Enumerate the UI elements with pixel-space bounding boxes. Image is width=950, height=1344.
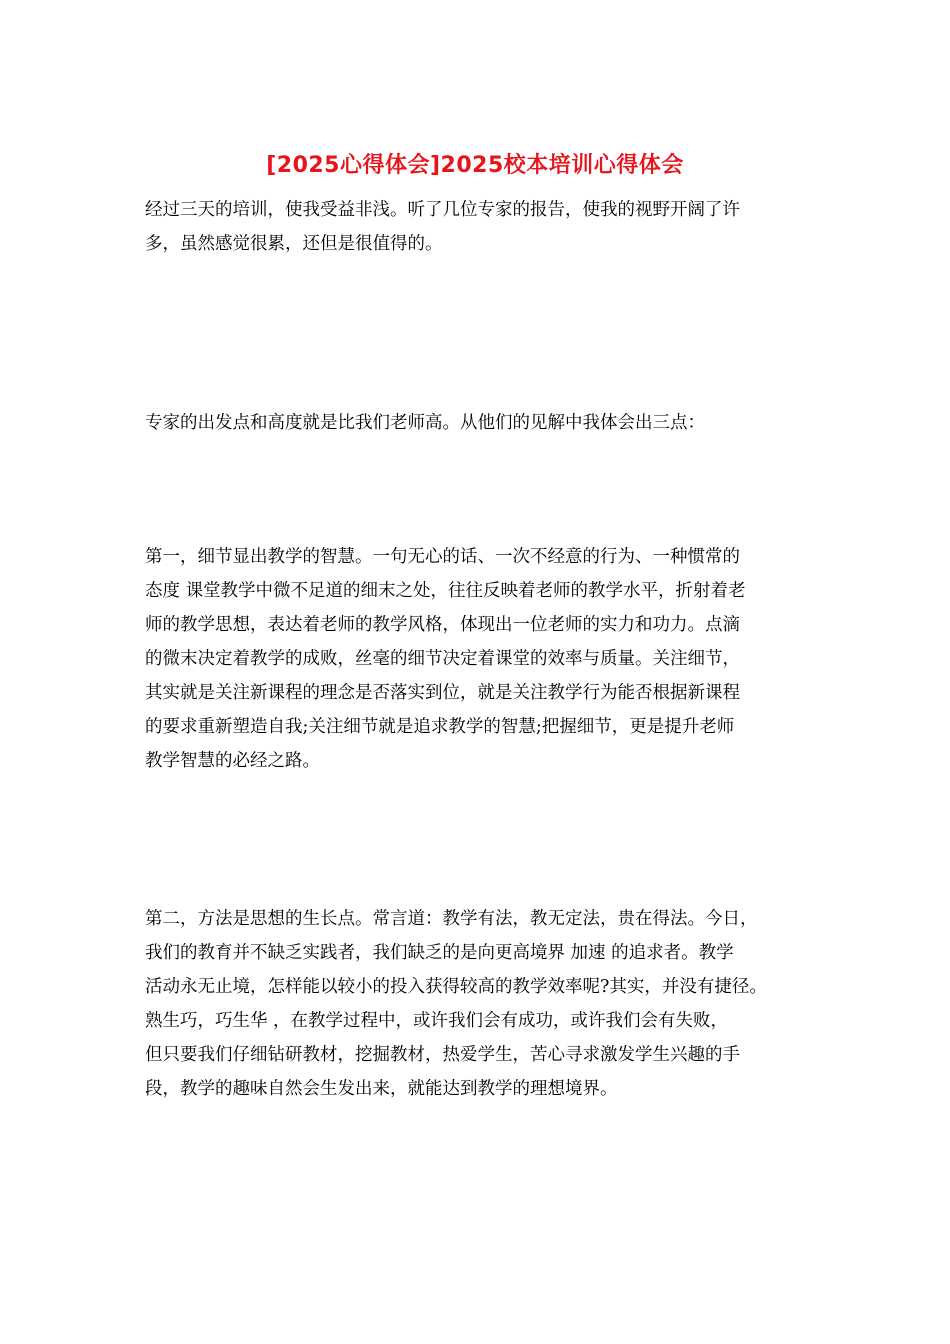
paragraph-line: 经过三天的培训，使我受益非浅。听了几位专家的报告，使我的视野开阔了许 — [145, 200, 740, 220]
paragraph-line: 段，教学的趣味自然会生发出来，就能达到教学的理想境界。 — [145, 1079, 618, 1099]
paragraph-line: 其实就是关注新课程的理念是否落实到位，就是关注教学行为能否根据新课程 — [145, 683, 740, 703]
paragraph-intro — [145, 193, 810, 261]
paragraph-summary — [145, 406, 810, 440]
paragraph-line: 活动永无止境，怎样能以较小的投入获得较高的教学效率呢?其实，并没有捷径。 — [145, 977, 767, 997]
paragraph-line: 专家的出发点和高度就是比我们老师高。从他们的见解中我体会出三点： — [145, 413, 705, 433]
paragraph-line: 我们的教育并不缺乏实践者，我们缺乏的是向更高境界 加速 的追求者。教学 — [145, 943, 734, 963]
paragraph-line: 态度 课堂教学中微不足道的细末之处，往往反映着老师的教学水平，折射着老 — [145, 581, 746, 601]
paragraph-line: 教学智慧的必经之路。 — [145, 751, 320, 771]
paragraph-line: 的微末决定着教学的成败，丝毫的细节决定着课堂的效率与质量。关注细节， — [145, 649, 740, 669]
paragraph-line: 第二，方法是思想的生长点。常言道：教学有法，教无定法，贵在得法。今日， — [145, 909, 758, 929]
paragraph-line: 第一，细节显出教学的智慧。一句无心的话、一次不经意的行为、一种惯常的 — [145, 547, 740, 567]
paragraph-point-one — [145, 540, 810, 778]
paragraph-line: 多，虽然感觉很累，还但是很值得的。 — [145, 234, 443, 254]
paragraph-line: 但只要我们仔细钻研教材，挖掘教材，热爱学生，苦心寻求激发学生兴趣的手 — [145, 1045, 740, 1065]
paragraph-line: 熟生巧，巧生华 ，在教学过程中，或许我们会有成功，或许我们会有失败， — [145, 1011, 729, 1031]
paragraph-line: 师的教学思想，表达着老师的教学风格，体现出一位老师的实力和功力。点滴 — [145, 615, 740, 635]
paragraph-line: 的要求重新塑造自我;关注细节就是追求教学的智慧;把握细节，更是提升老师 — [145, 717, 735, 737]
document-title: [2025心得体会]2025校本培训心得体会 — [266, 153, 684, 178]
paragraph-point-two — [145, 902, 810, 1106]
